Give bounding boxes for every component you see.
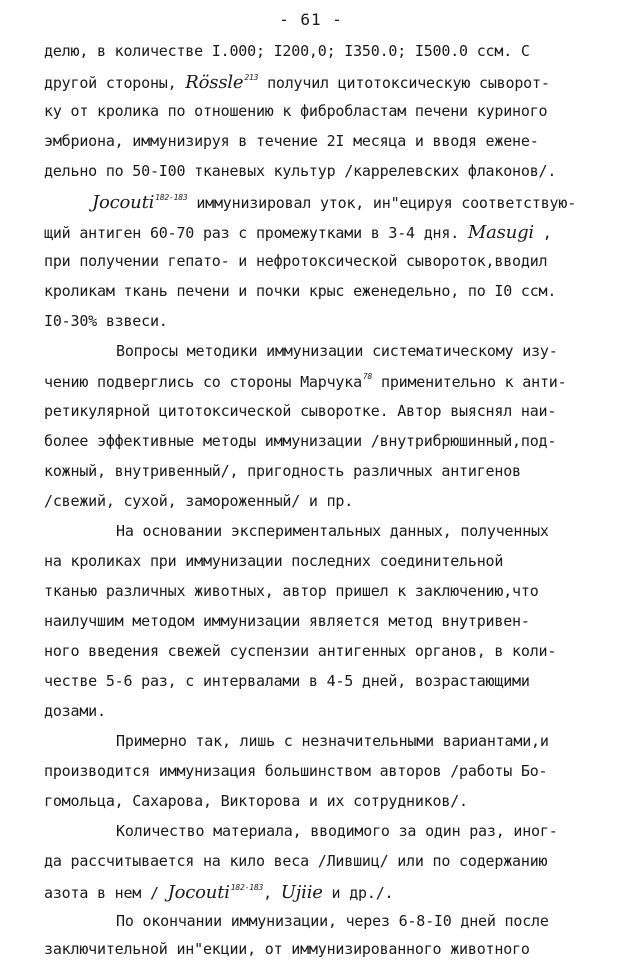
line-text: кожный, внутривенный/, пригодность различных антигенов	[44, 462, 521, 480]
text-line	[44, 612, 530, 630]
handwritten-author-name: Ujiie	[280, 882, 323, 903]
line-text: дельно по 50-I00 тканевых культур /каррелевских флаконов/.	[44, 162, 557, 180]
line-text: эмбриона, иммунизируя в течение 2I месяца и вводя еженe-	[44, 132, 539, 150]
line-text: заключительной ин"екции, от иммунизированного животного	[44, 940, 530, 958]
text-line	[92, 192, 576, 213]
text-line	[44, 940, 530, 958]
line-text: другой стороны,	[44, 74, 186, 92]
line-text: тканью различных животных, автор пришел к заключению,что	[44, 582, 539, 600]
line-text: щий антиген 60-70 раз с промежутками в 3-4 дня.	[44, 224, 468, 242]
line-text: да рассчитывается на кило веса /Лившиц/ или по содержанию	[44, 852, 548, 870]
text-line	[44, 462, 521, 480]
text-line	[44, 672, 530, 690]
line-text: По окончании иммунизации, через 6-8-I0 дней после	[116, 912, 549, 930]
line-text: чению подверглись со стороны Марчука	[44, 373, 362, 391]
line-text: азота в нем /	[44, 884, 168, 902]
text-line	[116, 822, 558, 840]
reference-number: 182-183	[155, 193, 188, 202]
line-text: делю, в количестве I.000; I200,0; I350.0; I500.0 ссм. С	[44, 42, 530, 60]
line-text: гомольца, Сахарова, Викторова и их сотрудников/.	[44, 792, 468, 810]
line-text: ного введения свежей суспензии антигенных органов, в коли-	[44, 642, 557, 660]
text-line	[44, 162, 556, 180]
line-text: На основании экспериментальных данных, полученных	[116, 522, 549, 540]
line-text: честве 5-6 раз, с интервалами в 4-5 дней, возрастающими	[44, 672, 530, 690]
text-line	[44, 852, 547, 870]
handwritten-author-name: Rössle	[185, 72, 244, 93]
line-text: I0-30% взвеси.	[44, 312, 168, 330]
text-line	[116, 912, 549, 930]
line-text: более эффективные методы иммунизации /внутрибрюшинный,под-	[44, 432, 557, 450]
handwritten-author-name: Jocouti	[167, 882, 230, 903]
line-text: получил цитотоксическую сыворот-	[258, 74, 550, 92]
reference-number: 182-183	[230, 883, 264, 892]
text-line	[44, 42, 530, 60]
text-line	[116, 732, 549, 750]
text-line	[44, 222, 552, 243]
text-line	[44, 642, 556, 660]
line-text: Примерно так, лишь с незначительными вариантами,и	[116, 732, 549, 750]
text-line	[44, 792, 468, 810]
text-line	[44, 582, 539, 600]
text-line	[44, 762, 547, 780]
text-line	[44, 492, 353, 510]
text-line	[44, 702, 106, 720]
line-text: Количество материала, вводимого за один раз, иног-	[116, 822, 558, 840]
line-text: и др./.	[322, 884, 394, 902]
line-text: ,	[263, 884, 281, 902]
text-line	[44, 72, 550, 93]
line-text: наилучшим методом иммунизации является метод внутривен-	[44, 612, 530, 630]
line-text: ку от кролика по отношению к фибробластам печени куриного	[44, 102, 548, 120]
text-line	[44, 252, 547, 270]
line-text: Вопросы методики иммунизации систематическому изу-	[116, 342, 558, 360]
text-line	[44, 372, 566, 391]
line-text: иммунизировал уток, ин"ецируя соответствую-	[187, 194, 577, 212]
line-text: ретикулярной цитотоксической сыворотке. Автор выяснял наи-	[44, 402, 557, 420]
line-text: при получении гепато- и нефротоксической сывороток,вводил	[44, 252, 548, 270]
line-text: применительно к анти-	[372, 373, 567, 391]
line-text: кроликам ткань печени и почки крыс еженедельно, по I0 ссм.	[44, 282, 557, 300]
text-line	[44, 102, 547, 120]
line-text: /свежий, сухой, замороженный/ и пр.	[44, 492, 354, 510]
handwritten-author-name: Jocouti	[92, 192, 155, 213]
text-line	[44, 312, 168, 330]
text-line	[116, 522, 549, 540]
text-line	[44, 882, 393, 903]
text-line	[44, 432, 556, 450]
text-line	[44, 402, 556, 420]
reference-number: 78	[362, 372, 373, 381]
line-text: дозами.	[44, 702, 106, 720]
handwritten-author-name: Masugi	[467, 222, 534, 243]
line-text: на кроликах при иммунизации последних соединительной	[44, 552, 504, 570]
text-line	[44, 282, 556, 300]
text-line	[44, 552, 503, 570]
text-line	[44, 132, 539, 150]
line-text: ,	[533, 224, 552, 242]
text-line	[116, 342, 558, 360]
page-number: - 61 -	[279, 10, 343, 29]
reference-number: 213	[244, 73, 259, 82]
line-text: производится иммунизация большинством авторов /работы Бо-	[44, 762, 548, 780]
